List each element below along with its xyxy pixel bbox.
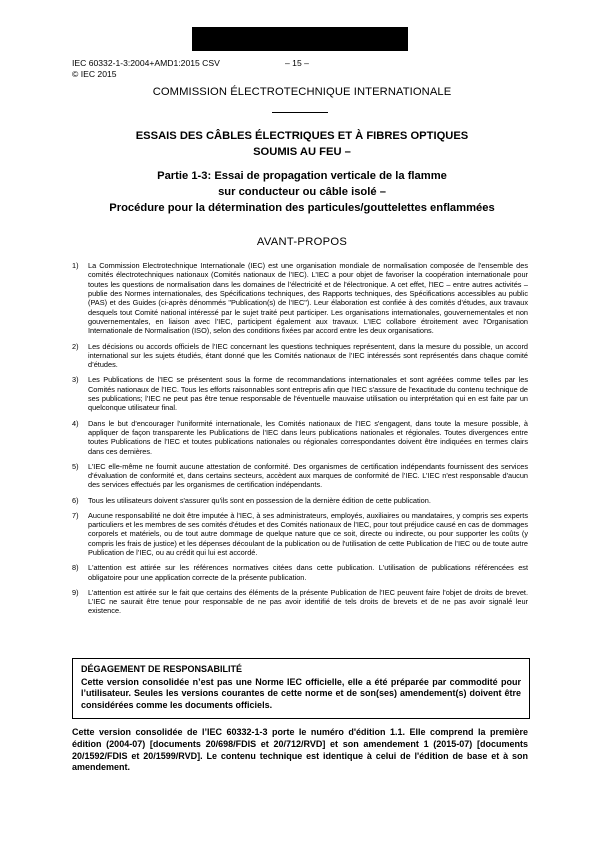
list-item: [72, 375, 528, 412]
disclaimer-text: Cette version consolidée n’est pas une Norme IEC officielle, elle a été préparée par commodité pour l’utilisateur. Seules les versions courantes de cette norme et de son(ses) amendement(s) doivent être considérées comme les documents officiels.: [81, 676, 521, 710]
item-text: Les décisions ou accords officiels de l’IEC concernant les questions techniques représentent, dans la mesure du possible, un accord international sur les sujets étudiés, étant donné que les Comités nationaux de l’IEC intéressés sont représentés dans chaque comité d’études.: [88, 341, 528, 370]
item-number: 3): [72, 375, 79, 385]
section-title: AVANT-PROPOS: [256, 236, 348, 248]
subtitle-line-1: Partie 1-3: Essai de propagation verticale de la flamme: [157, 170, 447, 182]
item-text: Aucune responsabilité ne doit être imputée à l’IEC, à ses administrateurs, employés, auxiliaires ou mandataires, y compris ses experts particuliers et les membres de ses comités d'études et des Comités nationaux de l’IEC, pour tout préjudice causé en cas de dommages corporels et matériels, ou de tout autre dommage de quelque nature que ce soit, directe ou indirecte, ou pour supporter les coûts (y compris les frais de justice) et les dépenses découlant de la publication ou de l'utilisation de cette Publication de l’IEC ou de toute autre Publication de l’IEC, ou au crédit qui lui est accordé.: [88, 510, 528, 558]
item-text: L’IEC elle-même ne fournit aucune attestation de conformité. Des organismes de certification indépendants fournissent des services d'évaluation de conformité et, dans certains secteurs, accèdent aux marques de conformité de l’IEC. L’IEC n'est responsable d'aucun des services effectués par les organismes de certification indépendants.: [88, 461, 528, 490]
item-number: 9): [72, 587, 79, 597]
item-text: L'attention est attirée sur les références normatives citées dans cette publication. L'utilisation de publications référencées est obligatoire pour une application correcte de la présente publication.: [88, 563, 528, 582]
document-title: [72, 128, 532, 160]
item-number: 5): [72, 461, 79, 471]
list-item: [72, 511, 528, 558]
item-text: L’attention est attirée sur le fait que certains des éléments de la présente Publication de l’IEC peuvent faire l’objet de droits de brevet. L’IEC ne saurait être tenue pour responsable de ne pas avoir identifié de tels droits de brevets et de ne pas avoir signalé leur existence.: [88, 587, 528, 616]
list-item: [72, 588, 528, 616]
item-text: Tous les utilisateurs doivent s'assurer qu'ils sont en possession de la dernière édition de cette publication.: [88, 495, 431, 505]
consolidation-note: Cette version consolidée de l’IEC 60332-1-3 porte le numéro d'édition 1.1. Elle comprend la première édition (2004-07) [documents 20/698/FDIS et 20/712/RVD] et son amendement 1 (2015-07) [documents 20/1592/FDIS et 20/1599/RVD]. Le contenu technique est identique à celui de l'édition de base et à son amendement.: [72, 727, 528, 773]
item-number: 7): [72, 510, 79, 520]
list-item: [72, 462, 528, 490]
page-header: [72, 58, 532, 80]
list-item: [72, 563, 528, 582]
title-line-1: ESSAIS DES CÂBLES ÉLECTRIQUES ET À FIBRES OPTIQUES: [135, 130, 469, 142]
list-item: [72, 496, 528, 505]
disclaimer-box: [72, 658, 530, 719]
subtitle-line-3: Procédure pour la détermination des particules/gouttelettes enflammées: [109, 202, 495, 214]
copyright: © IEC 2015: [72, 69, 117, 79]
document-id: IEC 60332-1-3:2004+AMD1:2015 CSV: [72, 58, 220, 68]
item-text: La Commission Electrotechnique Internationale (IEC) est une organisation mondiale de normalisation composée de l'ensemble des comités électrotechniques nationaux (Comités nationaux de l’IEC). L’IEC a pour objet de favoriser la coopération internationale pour toutes les questions de normalisation dans les domaines de l'électricité et de l'électronique. A cet effet, l’IEC – entre autres activités – publie des Normes internationales, des Spécifications techniques, des Rapports techniques, des Spécifications accessibles au public (PAS) et des Guides (ci-après dénommés "Publication(s) de l’IEC"). Leur élaboration est confiée à des comités d'études, aux travaux desquels tout Comité national intéressé par le sujet traité peut participer. Les organisations internationales, gouvernementales et non gouvernementales, en liaison avec l’IEC, participent également aux travaux. L’IEC collabore étroitement avec l'Organisation Internationale de Normalisation (ISO), selon des conditions fixées par accord entre les deux organisations.: [88, 261, 528, 336]
item-number: 2): [72, 341, 79, 351]
page-number: – 15 –: [285, 58, 309, 68]
divider: [272, 112, 328, 113]
list-item: [72, 342, 528, 370]
list-item: [72, 419, 528, 456]
item-text: Les Publications de l’IEC se présentent sous la forme de recommandations internationales et sont agréées comme telles par les Comités nationaux de l’IEC. Tous les efforts raisonnables sont entrepris afin que l’IEC s'assure de l'exactitude du contenu technique de ses publications; l’IEC ne peut pas être tenue responsable de l'éventuelle mauvaise utilisation ou interprétation qui en est faite par un quelconque utilisateur final.: [88, 375, 528, 413]
organization-name: COMMISSION ÉLECTROTECHNIQUE INTERNATIONALE: [152, 86, 452, 98]
redaction-bar: [192, 27, 408, 51]
item-number: 4): [72, 418, 79, 428]
list-item: [72, 261, 528, 336]
item-number: 6): [72, 495, 79, 505]
item-number: 8): [72, 563, 79, 573]
subtitle-line-2: sur conducteur ou câble isolé –: [218, 186, 386, 198]
foreword-list: [72, 261, 528, 622]
disclaimer-title: DÉGAGEMENT DE RESPONSABILITÉ: [81, 664, 243, 674]
item-text: Dans le but d'encourager l'uniformité internationale, les Comités nationaux de l’IEC s'engagent, dans toute la mesure possible, à appliquer de façon transparente les Publications de l’IEC dans leurs publications nationales et régionales. Toutes divergences entre toutes Publications de l’IEC et toutes publications nationales ou régionales correspondantes doivent être indiquées en termes clairs dans ces dernières.: [88, 418, 528, 456]
document-subtitle: [72, 168, 532, 216]
title-line-2: SOUMIS AU FEU –: [253, 146, 351, 158]
item-number: 1): [72, 261, 79, 270]
